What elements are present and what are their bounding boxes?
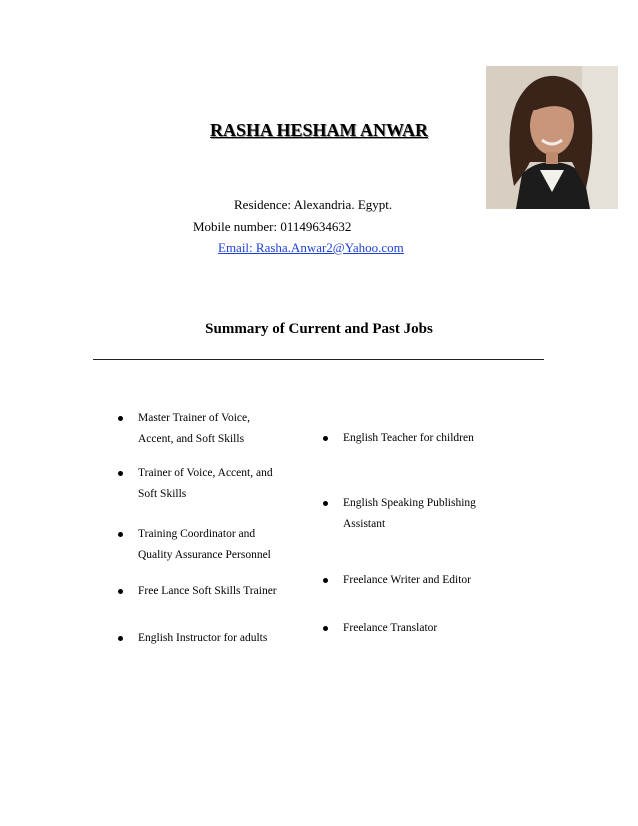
list-item: Master Trainer of Voice, Accent, and Soft Skills <box>138 408 250 450</box>
list-item: English Speaking Publishing Assistant <box>343 493 476 535</box>
bullet-icon <box>118 416 123 421</box>
page-title: RASHA HESHAM ANWAR <box>209 120 429 140</box>
section-heading: Summary of Current and Past Jobs <box>205 321 433 337</box>
bullet-icon <box>323 501 328 506</box>
profile-photo <box>486 66 618 209</box>
divider <box>93 359 544 360</box>
list-item: Training Coordinator and Quality Assurance Personnel <box>138 524 271 566</box>
bullet-icon <box>118 532 123 537</box>
bullet-icon <box>118 471 123 476</box>
list-item: Freelance Writer and Editor <box>343 570 471 591</box>
list-item: Freelance Translator <box>343 618 437 639</box>
residence-text: Residence: Alexandria. Egypt. <box>234 197 393 212</box>
bullet-icon <box>118 589 123 594</box>
list-item: English Instructor for adults <box>138 628 267 649</box>
email-link[interactable]: Email: Rasha.Anwar2@Yahoo.com <box>218 240 404 255</box>
bullet-icon <box>323 626 328 631</box>
bullet-icon <box>118 636 123 641</box>
bullet-icon <box>323 436 328 441</box>
mobile-number: Mobile number: 01149634632 <box>193 219 352 234</box>
list-item: English Teacher for children <box>343 428 474 449</box>
list-item: Free Lance Soft Skills Trainer <box>138 581 277 602</box>
list-item: Trainer of Voice, Accent, and Soft Skills <box>138 463 273 505</box>
bullet-icon <box>323 578 328 583</box>
